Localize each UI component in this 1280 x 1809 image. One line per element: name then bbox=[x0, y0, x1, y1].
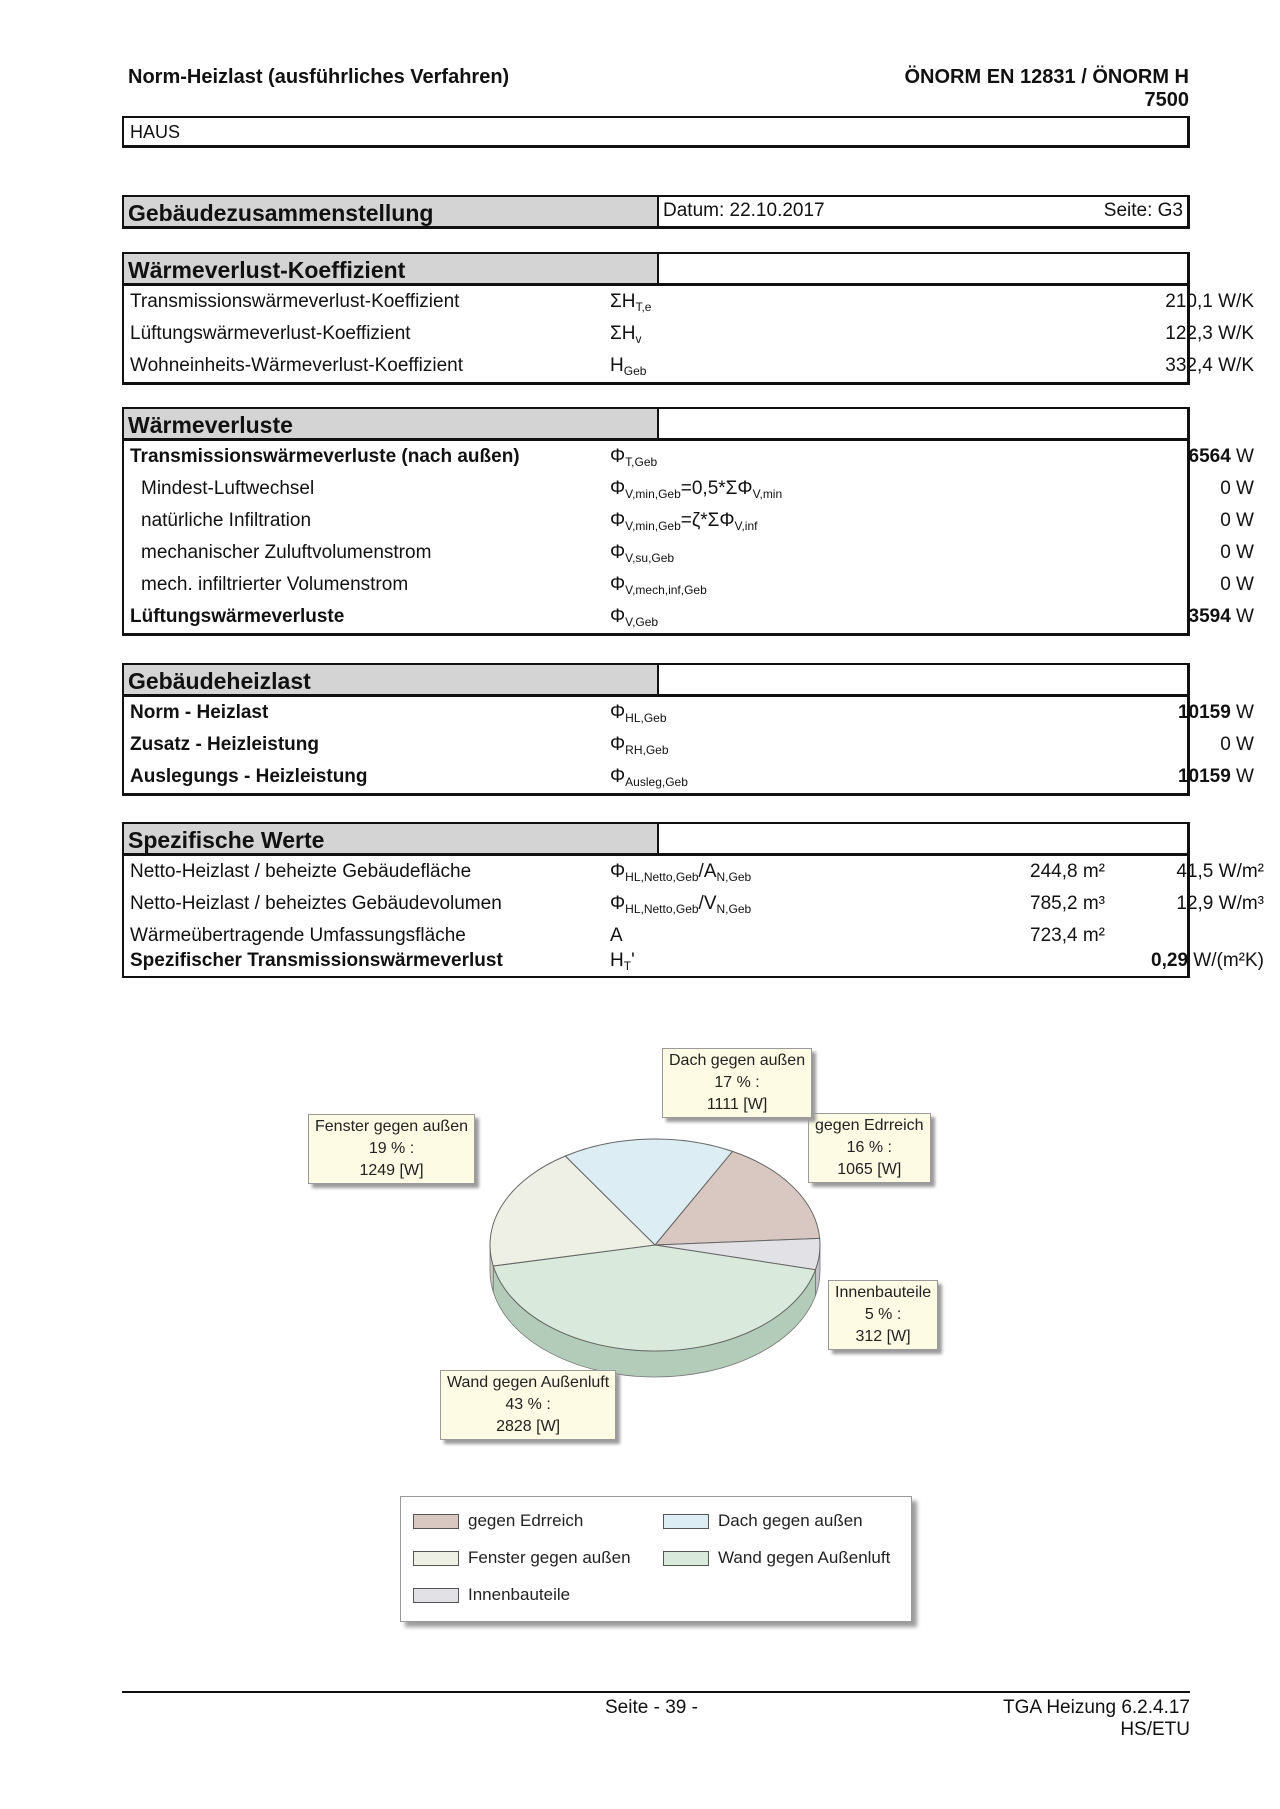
row-label: Mindest-Luftwechsel bbox=[141, 478, 315, 499]
row-label: Wärmeübertragende Umfassungsfläche bbox=[130, 925, 466, 946]
row-symbol: $\Phi_{RH,Geb}$ bbox=[610, 734, 669, 757]
table-row bbox=[124, 473, 1254, 505]
table-row bbox=[124, 537, 1254, 569]
specific-title: Spezifische Werte bbox=[124, 824, 659, 853]
heatload-header bbox=[122, 663, 1190, 697]
legend-item-edrreich: gegen Edrreich bbox=[413, 1511, 583, 1531]
table-row bbox=[124, 888, 1264, 920]
norm-reference bbox=[760, 66, 1189, 112]
row-symbol: $\Phi_{HL,Netto,Geb}/V_{N,Geb}$ bbox=[610, 893, 752, 916]
norm-line-2: 7500 bbox=[1144, 89, 1189, 111]
row-symbol: $\Phi_{V,min,Geb}=0,5*\Sigma\Phi_{V,min}$ bbox=[610, 478, 783, 501]
table-row bbox=[124, 948, 1264, 976]
row-label: Spezifischer Transmissionswärmeverlust bbox=[130, 950, 503, 971]
row-symbol: $\Phi_{Ausleg,Geb}$ bbox=[610, 766, 688, 789]
row-value: 10159 W bbox=[1177, 702, 1254, 723]
row-label: Norm - Heizlast bbox=[130, 702, 269, 723]
footer-version-line-1: TGA Heizung 6.2.4.17 bbox=[1003, 1697, 1190, 1718]
chart-legend bbox=[400, 1496, 912, 1622]
row-value: 210,1 W/K bbox=[1165, 291, 1254, 312]
row-value: 0 W bbox=[1220, 478, 1254, 499]
heat-loss-pie-chart bbox=[300, 1040, 1000, 1460]
row-value: 6564 W bbox=[1188, 446, 1254, 467]
specific-header bbox=[122, 822, 1190, 856]
row-area: 723,4 m² bbox=[1030, 925, 1105, 946]
pie-callout bbox=[440, 1370, 616, 1440]
coefficients-table bbox=[122, 286, 1254, 385]
pie-callout-line: 17 % : bbox=[714, 1074, 760, 1091]
table-row bbox=[124, 318, 1254, 350]
pie-callout-line: 1249 [W] bbox=[359, 1162, 424, 1179]
row-value: 0 W bbox=[1220, 510, 1254, 531]
document-title: Norm-Heizlast (ausführliches Verfahren) bbox=[128, 66, 510, 88]
norm-line-1: ÖNORM EN 12831 / ÖNORM H bbox=[904, 66, 1189, 88]
table-row bbox=[124, 697, 1254, 729]
coefficients-header bbox=[122, 252, 1190, 286]
pie-callout-line: 43 % : bbox=[505, 1396, 551, 1413]
table-row bbox=[124, 505, 1254, 537]
row-area: 244,8 m² bbox=[1030, 861, 1105, 882]
row-symbol: $H_T'$ bbox=[610, 950, 635, 973]
footer-divider bbox=[122, 1691, 1190, 1693]
pie-callout-line: 1065 [W] bbox=[837, 1161, 902, 1178]
summary-header bbox=[122, 195, 1190, 229]
pie-callout-line: 5 % : bbox=[864, 1306, 902, 1323]
row-symbol: $\Phi_{HL,Netto,Geb}/A_{N,Geb}$ bbox=[610, 861, 752, 884]
pie-callout-line: 16 % : bbox=[846, 1139, 892, 1156]
row-value: 0 W bbox=[1220, 734, 1254, 755]
specific-table bbox=[122, 856, 1264, 978]
heatload-table bbox=[122, 697, 1254, 796]
summary-title: Gebäudezusammenstellung bbox=[124, 197, 659, 226]
pie-callout bbox=[808, 1113, 931, 1183]
pie-callout-line: gegen Edrreich bbox=[815, 1117, 924, 1134]
row-label: Netto-Heizlast / beheizte Gebäudefläche bbox=[130, 861, 472, 882]
losses-header bbox=[122, 407, 1190, 441]
row-value: 332,4 W/K bbox=[1165, 355, 1254, 376]
pie-callout-line: 312 [W] bbox=[855, 1328, 911, 1345]
table-row bbox=[124, 761, 1254, 793]
row-label: Netto-Heizlast / beheiztes Gebäudevolumen bbox=[130, 893, 502, 914]
legend-swatch bbox=[663, 1551, 709, 1566]
row-symbol: $\Sigma H_{T,e}$ bbox=[610, 291, 652, 314]
pie-callout bbox=[308, 1114, 475, 1184]
pie-callout-line: 19 % : bbox=[368, 1140, 415, 1157]
legend-item-fenster: Fenster gegen außen bbox=[413, 1548, 631, 1568]
table-row bbox=[124, 569, 1254, 601]
row-label: mech. infiltrierter Volumenstrom bbox=[141, 574, 409, 595]
coefficients-title: Wärmeverlust-Koeffizient bbox=[124, 254, 659, 283]
row-symbol: $\Phi_{V,su,Geb}$ bbox=[610, 542, 675, 565]
row-label: mechanischer Zuluftvolumenstrom bbox=[141, 542, 432, 563]
row-value: 41,5 W/m² bbox=[1176, 861, 1264, 882]
pie-callout bbox=[828, 1280, 938, 1350]
row-value: 0 W bbox=[1220, 542, 1254, 563]
row-label: Zusatz - Heizleistung bbox=[130, 734, 319, 755]
legend-item-dach: Dach gegen außen bbox=[663, 1511, 863, 1531]
losses-title: Wärmeverluste bbox=[124, 409, 659, 438]
table-row bbox=[124, 441, 1254, 473]
pie-callout-line: Innenbauteile bbox=[835, 1284, 932, 1301]
row-symbol: $\Phi_{V,mech,inf,Geb}$ bbox=[610, 574, 707, 597]
row-label: Wohneinheits-Wärmeverlust-Koeffizient bbox=[130, 355, 463, 376]
heatload-title: Gebäudeheizlast bbox=[124, 665, 659, 694]
row-symbol: $\Phi_{V,min,Geb}=\zeta*\Sigma\Phi_{V,inf}$ bbox=[610, 510, 758, 533]
pie-callout-line: Wand gegen Außenluft bbox=[447, 1374, 610, 1391]
legend-item-wand: Wand gegen Außenluft bbox=[663, 1548, 890, 1568]
table-row bbox=[124, 286, 1254, 318]
table-row bbox=[124, 856, 1264, 888]
row-value: 122,3 W/K bbox=[1165, 323, 1254, 344]
legend-swatch bbox=[413, 1514, 459, 1529]
pie-callout-line: Fenster gegen außen bbox=[315, 1118, 468, 1135]
legend-swatch bbox=[413, 1588, 459, 1603]
row-symbol: $\Phi_{HL,Geb}$ bbox=[610, 702, 667, 725]
row-symbol: $\Phi_{T,Geb}$ bbox=[610, 446, 658, 469]
footer-page-number: Seite - 39 - bbox=[605, 1697, 698, 1718]
pie-callout-line: 1111 [W] bbox=[706, 1096, 768, 1113]
row-label: Auslegungs - Heizleistung bbox=[130, 766, 368, 787]
row-label: Lüftungswärmeverlust-Koeffizient bbox=[130, 323, 411, 344]
table-row bbox=[124, 601, 1254, 633]
summary-date: Datum: 22.10.2017 bbox=[663, 200, 825, 221]
row-symbol: $\Phi_{V,Geb}$ bbox=[610, 606, 659, 629]
pie-callout-line: 2828 [W] bbox=[496, 1418, 561, 1435]
table-row bbox=[124, 350, 1254, 382]
row-symbol: A bbox=[610, 925, 623, 946]
legend-swatch bbox=[663, 1514, 709, 1529]
row-area: 785,2 m³ bbox=[1030, 893, 1105, 914]
table-row bbox=[124, 920, 1187, 948]
pie-callout-line: Dach gegen außen bbox=[669, 1052, 806, 1069]
legend-item-innenbauteile: Innenbauteile bbox=[413, 1585, 570, 1605]
table-row bbox=[124, 729, 1254, 761]
legend-swatch bbox=[413, 1551, 459, 1566]
pie-callout bbox=[662, 1048, 812, 1118]
row-value: 0 W bbox=[1220, 574, 1254, 595]
row-label: Lüftungswärmeverluste bbox=[130, 606, 345, 627]
row-label: Transmissionswärmeverluste (nach außen) bbox=[130, 446, 520, 467]
row-value: 12,9 W/m³ bbox=[1176, 893, 1264, 914]
summary-page: Seite: G3 bbox=[1103, 200, 1183, 221]
row-label: natürliche Infiltration bbox=[141, 510, 312, 531]
row-value: 10159 W bbox=[1177, 766, 1254, 787]
row-value: 0,29 W/(m²K) bbox=[1151, 950, 1264, 971]
footer-software-version bbox=[880, 1697, 1190, 1741]
row-value: 3594 W bbox=[1188, 606, 1254, 627]
row-symbol: $H_{Geb}$ bbox=[610, 355, 647, 378]
pie-chart-svg bbox=[300, 1040, 1000, 1460]
project-name-box: HAUS bbox=[122, 116, 1190, 148]
losses-table bbox=[122, 441, 1254, 636]
row-label: Transmissionswärmeverlust-Koeffizient bbox=[130, 291, 460, 312]
footer-version-line-2: HS/ETU bbox=[1120, 1719, 1190, 1740]
row-symbol: $\Sigma H_v$ bbox=[610, 323, 642, 346]
